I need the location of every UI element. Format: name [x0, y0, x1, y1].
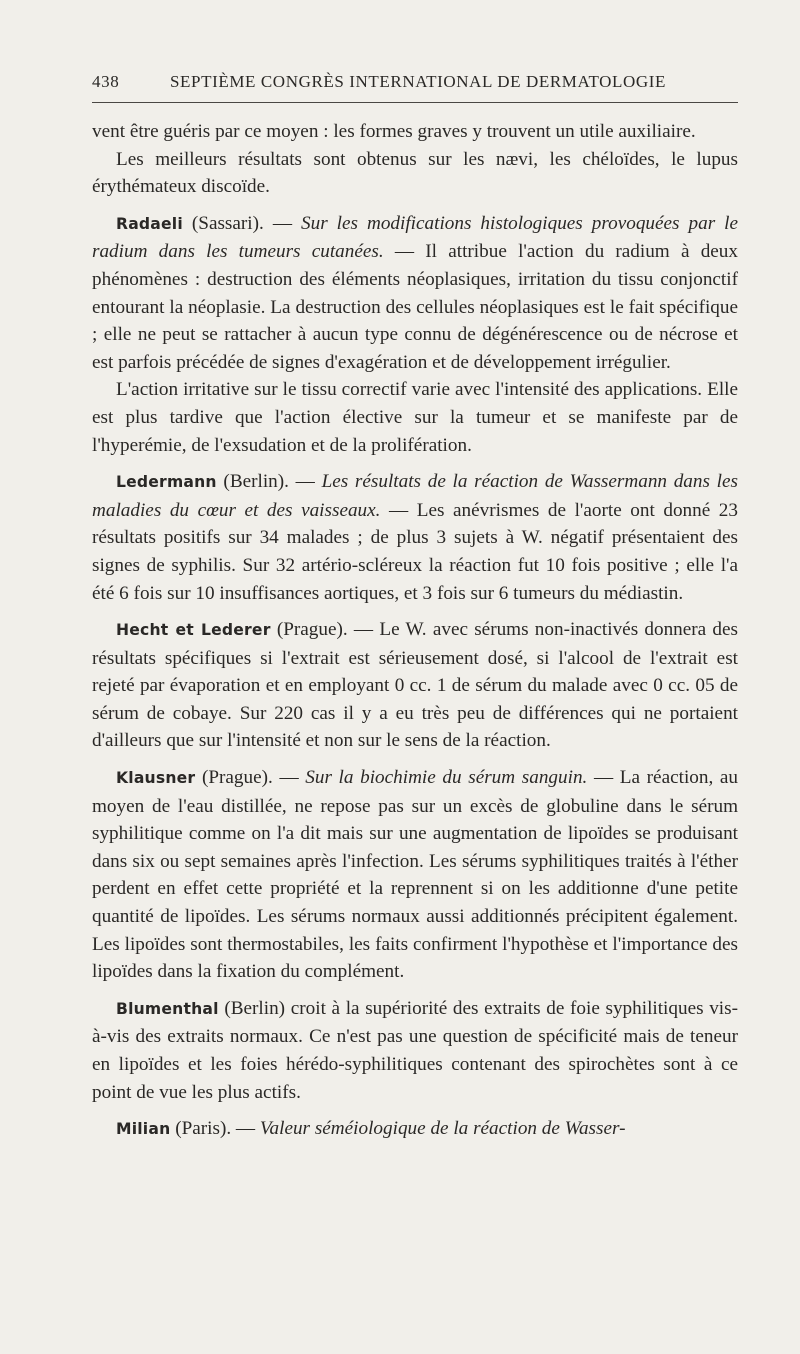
entry-text: — Il attribue l'action du radium à deux phénomènes : destruction des éléments néoplasiques, irritation du tissu conjonctif entourant la néoplasie. La destruction des cellules néoplasiques est le fait spécifique ; elle ne peut se rattacher à aucun type connu de dégénérescence ou de nécrose et est parfois précédée de signes d'exagération et de développement irrégulier. — [92, 241, 738, 373]
entry-radaeli — [92, 210, 738, 377]
entry-blumenthal — [92, 995, 738, 1106]
entry-milian — [92, 1115, 738, 1144]
paragraph — [92, 376, 738, 459]
entry-title: Les résultats de la réaction de Wassermann dans les maladies du cœur et des vaisseaux. — [92, 471, 738, 521]
entry-place: (Prague). — — [270, 619, 380, 641]
paragraph — [92, 146, 738, 201]
entry-place: (Prague). — — [195, 767, 306, 789]
entry-author: Milian — [116, 1120, 171, 1139]
running-header — [92, 62, 738, 103]
entry-place: (Berlin) — [218, 997, 291, 1019]
entry-title: Sur la biochimie du sérum sanguin. — [305, 767, 588, 789]
entry-text: — Les anévrismes de l'aorte ont donné 23 résultats positifs sur 34 malades ; de plus 3 sujets à W. négatif présentaient des signes de syphilis. Sur 32 artério-scléreux la réaction fut 10 fois positive ; elle l'a été 6 fois sur 10 insuffisances aortiques, et 3 fois sur 6 tumeurs du médiastin. — [92, 499, 738, 604]
entry-place: (Berlin). — — [216, 471, 322, 493]
entry-place: (Sassari). — — [182, 212, 302, 234]
entry-author: Klausner — [116, 769, 196, 788]
entry-text: croit à la supériorité des extraits de foie syphilitiques vis-à-vis des extraits normaux. Ce n'est pas une question de spécificité mais de teneur en lipoïdes et les foies hérédo-syphilitiques contenant des spirochètes sont à ce point de vue les plus actifs. — [92, 997, 738, 1103]
entry-text: — La réaction, au moyen de l'eau distillée, ne repose pas sur un excès de globuline dans le sérum syphilitique comme on l'a dit mais sur une augmentation de lipoïdes se produisant dans six ou sept semaines après l'infection. Les sérums syphilitiques traités à l'éther perdent en effet cette propriété et la reprennent si on les additionne d'une petite quantité de lipoïdes. Les sérums normaux aussi additionnés précipitent également. Les lipoïdes sont thermostabiles, les faits confirment l'hypothèse et l'importance des lipoïdes dans la fixation du complément. — [92, 767, 738, 983]
page-number: 438 — [92, 72, 120, 91]
entry-place: (Paris). — — [170, 1118, 260, 1140]
entry-author: Blumenthal — [116, 999, 219, 1018]
paragraph-continuation — [92, 118, 738, 146]
paragraph-text: vent être guéris par ce moyen : les formes graves y trouvent un utile auxiliaire. — [92, 121, 696, 142]
entry-klausner — [92, 764, 738, 986]
entry-title: Valeur séméiologique de la réaction de Wasser- — [259, 1118, 626, 1140]
paragraph-text: Les meilleurs résultats sont obtenus sur les nævi, les chéloïdes, le lupus érythémateux discoïde. — [92, 148, 738, 198]
body-text — [92, 118, 738, 1144]
entry-author: Hecht et Lederer — [116, 621, 271, 640]
entry-text: Le W. avec sérums non-inactivés donnera des résultats spécifiques si l'extrait est sérieusement dosé, si l'alcool de l'extrait est rejeté par évaporation et en employant 0 cc. 1 de sérum du malade avec 0 cc. 05 de sérum de cobaye. Sur 220 cas il y a eu très peu de différences qui ne portaient d'ailleurs que sur l'intensité et non sur le sens de la réaction. — [92, 619, 739, 752]
paragraph-text: L'action irritative sur le tissu correctif varie avec l'intensité des applications. Elle est plus tardive que l'action élective sur la tumeur et se manifeste par de l'hyperémie, de l'exsudation et de la prolifération. — [92, 379, 738, 456]
entry-author: Ledermann — [116, 473, 217, 492]
entry-title: Sur les modifications histologiques provoquées par le radium dans les tumeurs cutanées. — [92, 212, 739, 263]
entry-hecht-lederer — [92, 616, 738, 755]
entry-ledermann — [92, 468, 738, 607]
entry-author: Radaeli — [116, 214, 183, 233]
running-title: SEPTIÈME CONGRÈS INTERNATIONAL DE DERMATOLOGIE — [170, 72, 667, 91]
